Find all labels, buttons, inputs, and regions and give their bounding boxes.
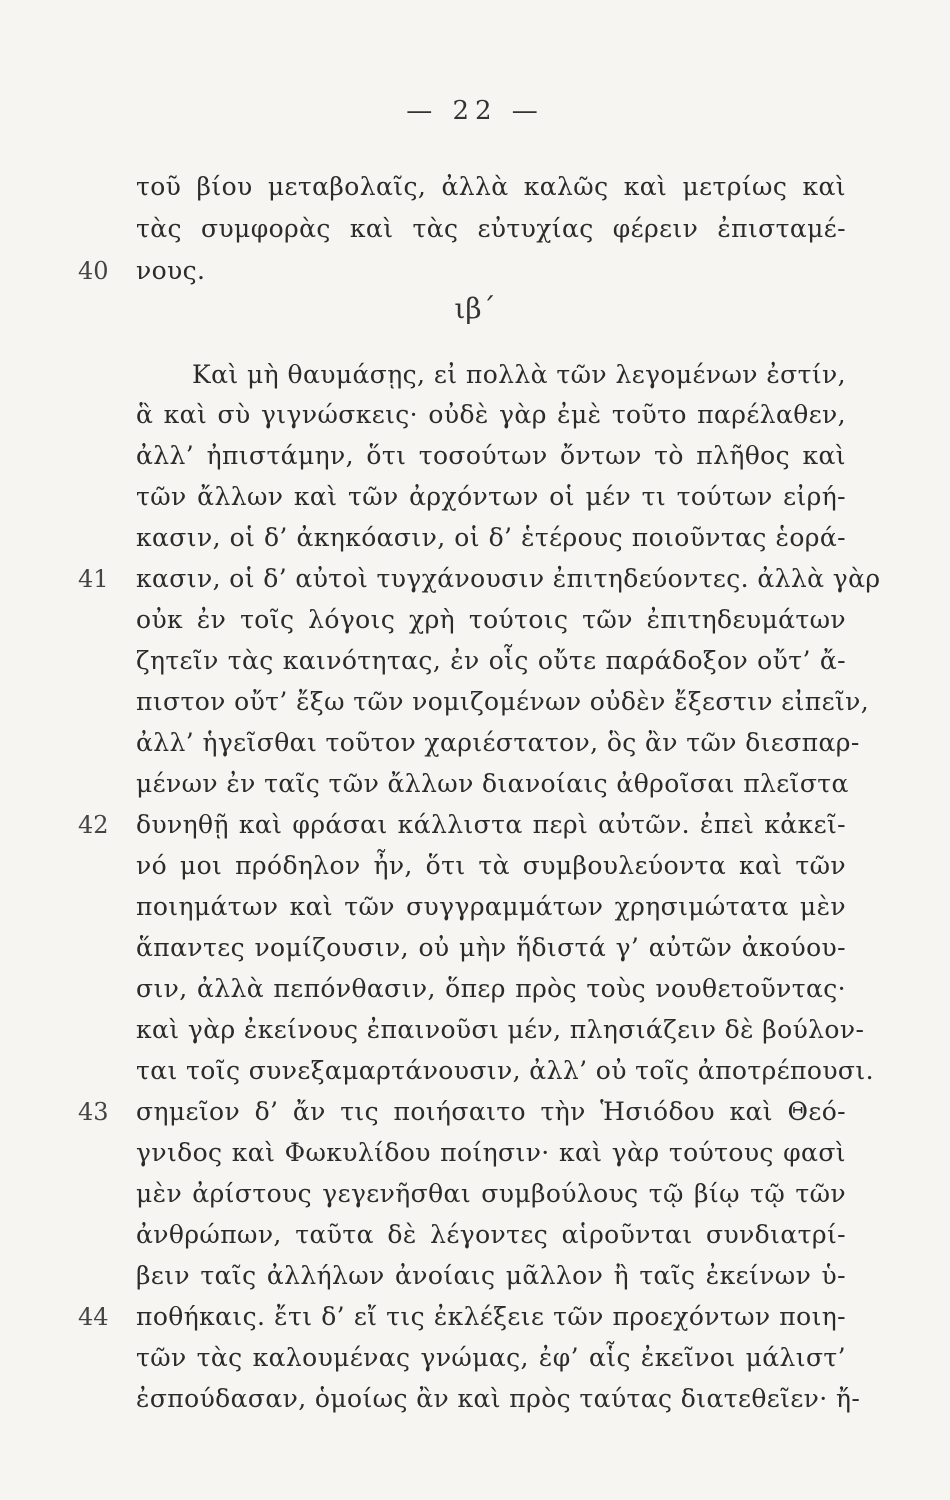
text-line: σιν, ἀλλὰ πεπόνθασιν, ὅπερ πρὸς τοὺς νουθετοῦντας· [136,974,846,1003]
text-line: μὲν ἀρίστους γεγενῆσθαι συμβούλους τῷ βίῳ τῷ τῶν [136,1179,846,1208]
text-line: μένων ἐν ταῖς τῶν ἄλλων διανοίαις ἀθροῖσαι πλεῖστα [136,769,849,798]
line-number-margin: 41 [78,565,109,593]
text-line: ἅπαντες νομίζουσιν, οὐ μὴν ἥδιστά γ’ αὐτῶν ἀκούου- [136,933,846,962]
text-line: γνιδος καὶ Φωκυλίδου ποίησιν· καὶ γὰρ τούτους φασὶ [136,1138,846,1167]
page-number: — 22 — [406,96,544,126]
text-line: ἀλλ’ ἡγεῖσθαι τοῦτον χαριέστατον, ὃς ἂν τῶν διεσπαρ- [136,728,860,757]
text-line: κασιν, οἱ δ’ ἀκηκόασιν, οἱ δ’ ἑτέρους ποιοῦντας ἑορά- [136,523,846,552]
text-line: ποιημάτων καὶ τῶν συγγραμμάτων χρησιμώτατα μὲν [136,892,846,921]
text-line: νό μοι πρόδηλον ἦν, ὅτι τὰ συμβουλεύοντα καὶ τῶν [136,851,846,880]
text-line: τῶν τὰς καλουμένας γνώμας, ἐφ’ αἷς ἐκεῖνοι μάλιστ’ [136,1343,846,1372]
line-number-margin: 42 [78,811,109,839]
text-line: σημεῖον δ’ ἄν τις ποιήσαιτο τὴν Ἡσιόδου καὶ Θεό- [136,1097,846,1126]
text-line: τοῦ βίου μεταβολαῖς, ἀλλὰ καλῶς καὶ μετρίως καὶ [136,172,846,201]
text-line: τῶν ἄλλων καὶ τῶν ἀρχόντων οἱ μέν τι τούτων εἰρή- [136,482,846,511]
text-line: ται τοῖς συνεξαμαρτάνουσιν, ἀλλ’ οὐ τοῖς ἀποτρέπουσι. [136,1056,874,1085]
text-line: τὰς συμφορὰς καὶ τὰς εὐτυχίας φέρειν ἐπισταμέ- [136,214,846,243]
line-number-margin: 44 [78,1303,109,1331]
text-line: πιστον οὔτ’ ἔξω τῶν νομιζομένων οὐδὲν ἔξεστιν εἰπεῖν, [136,687,870,716]
text-line: νους. [136,256,206,285]
text-line: δυνηθῇ καὶ φράσαι κάλλιστα περὶ αὐτῶν. ἐπεὶ κἀκεῖ- [136,810,846,839]
text-line: Καὶ μὴ θαυμάσῃς, εἰ πολλὰ τῶν λεγομένων ἐστίν, [192,360,846,389]
text-line: οὐκ ἐν τοῖς λόγοις χρὴ τούτοις τῶν ἐπιτηδευμάτων [136,605,846,634]
text-line: κασιν, οἱ δ’ αὐτοὶ τυγχάνουσιν ἐπιτηδεύοντες. ἀλλὰ γὰρ [136,564,881,593]
text-line: ἀνθρώπων, ταῦτα δὲ λέγοντες αἱροῦνται συνδιατρί- [136,1220,846,1249]
section-heading: ιβ΄ [454,292,496,325]
text-line: ἐσπούδασαν, ὁμοίως ἂν καὶ πρὸς ταύτας διατεθεῖεν· ἤ- [136,1384,861,1413]
text-line: ἃ καὶ σὺ γιγνώσκεις· οὐδὲ γὰρ ἐμὲ τοῦτο παρέλαθεν, [136,400,846,429]
line-number-margin: 40 [78,257,109,285]
text-line: ποθήκαις. ἔτι δ’ εἴ τις ἐκλέξειε τῶν προεχόντων ποιη- [136,1302,846,1331]
text-line: ζητεῖν τὰς καινότητας, ἐν οἷς οὔτε παράδοξον οὔτ’ ἄ- [136,646,846,675]
text-line: βειν ταῖς ἀλλήλων ἀνοίαις μᾶλλον ἢ ταῖς ἐκείνων ὑ- [136,1261,846,1290]
text-line: ἀλλ’ ἠπιστάμην, ὅτι τοσούτων ὄντων τὸ πλῆθος καὶ [136,441,846,470]
text-line: καὶ γὰρ ἐκείνους ἐπαινοῦσι μέν, πλησιάζειν δὲ βούλον- [136,1015,865,1044]
line-number-margin: 43 [78,1098,109,1126]
